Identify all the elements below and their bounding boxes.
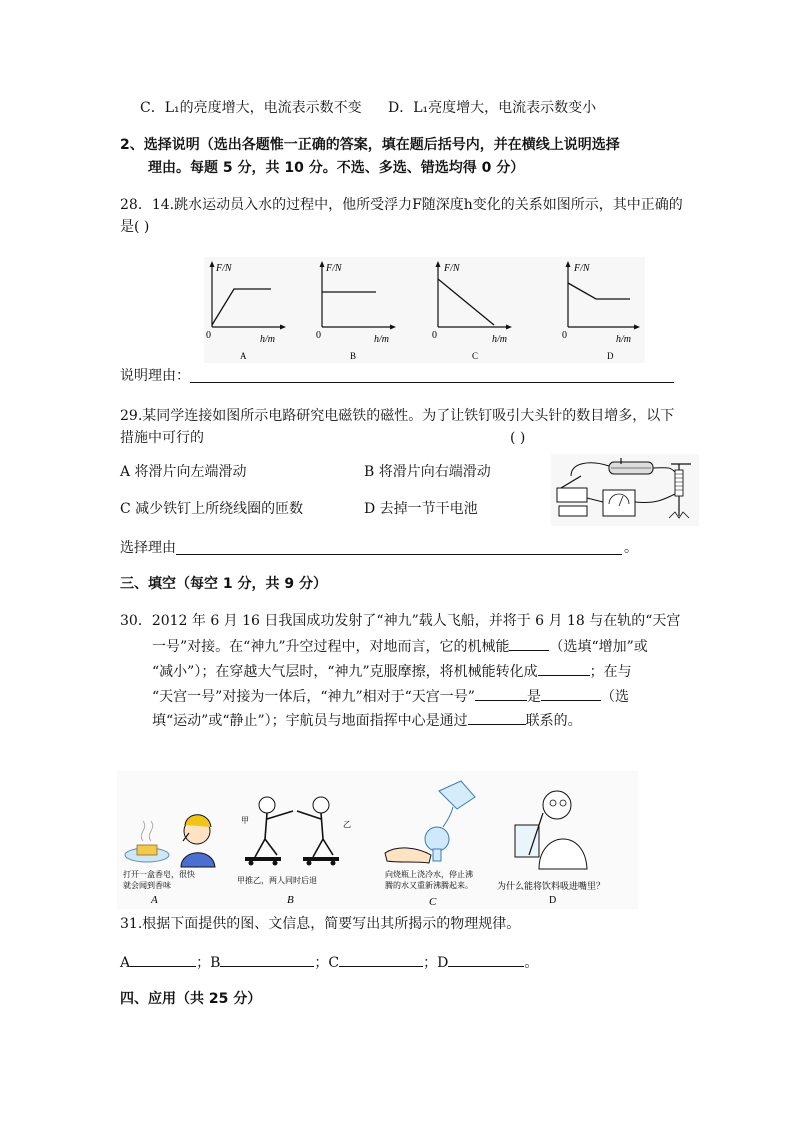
graph-a-ylabel: F/N bbox=[216, 263, 232, 274]
q30-line3-end: ；在与 bbox=[589, 664, 632, 680]
q30-line2-text: 一号”对接。在“神九”升空过程中，对地而言，它的机械能 bbox=[152, 639, 510, 655]
panel-b-label: B bbox=[287, 894, 294, 906]
q31-stem: 31.根据下面提供的图、文信息，简要写出其所揭示的物理规律。 bbox=[120, 916, 521, 932]
panel-a-caption-2: 就会闻到香味 bbox=[123, 881, 171, 890]
q29-option-c: C 减少铁钉上所绕线圈的匝数 bbox=[120, 501, 304, 517]
graph-d bbox=[562, 261, 640, 361]
q31-label-a: A bbox=[120, 955, 131, 971]
panel-c-label: C bbox=[429, 896, 437, 908]
q29-option-b: B 将滑片向右端滑动 bbox=[364, 464, 491, 480]
q30-blank-2[interactable] bbox=[538, 661, 590, 676]
q28-reason-label: 说明理由： bbox=[120, 368, 190, 384]
q29-circuit-figure bbox=[551, 454, 699, 526]
q29-circuit-svg bbox=[551, 454, 699, 526]
q28-graphs-svg bbox=[204, 257, 645, 363]
q29-reason-line[interactable] bbox=[176, 554, 622, 555]
panel-b-illustration bbox=[245, 797, 339, 866]
panel-b-person-yi: 乙 bbox=[343, 820, 351, 829]
q28-stem-cont: 是( ) bbox=[120, 219, 150, 235]
panel-a-caption-1: 打开一盒香皂，很快 bbox=[123, 870, 195, 879]
q30-line4 bbox=[152, 686, 629, 707]
q30-line1: 30．2012 年 6 月 16 日我国成功发射了“神九”载人飞船，并将于 6 月 18 与在轨的“天宫 bbox=[120, 613, 681, 629]
graph-c-xlabel: h/m bbox=[492, 334, 507, 345]
graph-a-label: A bbox=[240, 351, 247, 361]
q30-blank-3[interactable] bbox=[475, 686, 527, 701]
battery-box bbox=[559, 506, 587, 516]
q31-blank-a[interactable] bbox=[130, 952, 196, 967]
graph-a-origin: 0 bbox=[206, 330, 211, 341]
panel-a-label: A bbox=[151, 894, 158, 906]
graph-d-xlabel: h/m bbox=[616, 334, 631, 345]
q31-blank-b[interactable] bbox=[220, 952, 314, 967]
q30-line3 bbox=[152, 661, 632, 682]
q31-figure-strip bbox=[117, 771, 638, 909]
q30-line4-end: （选 bbox=[600, 689, 629, 705]
section3-title: 三、填空（每空 1 分，共 9 分） bbox=[120, 576, 327, 592]
q31-figure-svg bbox=[117, 771, 638, 909]
q27-option-d: D．L₁亮度增大，电流表示数变小 bbox=[388, 100, 597, 116]
graph-b-xlabel: h/m bbox=[374, 334, 389, 345]
q29-answer-bracket[interactable]: ( ) bbox=[510, 430, 526, 446]
q28-reason-line[interactable] bbox=[190, 382, 674, 383]
graph-b-origin: 0 bbox=[316, 330, 321, 341]
q31-blank-c[interactable] bbox=[339, 952, 423, 967]
graph-d-origin: 0 bbox=[562, 330, 567, 341]
graph-d-label: D bbox=[607, 351, 614, 361]
q29-option-d: D 去掉一节干电池 bbox=[364, 501, 478, 517]
q30-blank-5[interactable] bbox=[468, 710, 526, 725]
q30-line4-text: “天宫一号”对接为一体后，“神九”相对于“天宫一号” bbox=[152, 689, 475, 705]
q27-option-c: C．L₁的亮度增大，电流表示数不变 bbox=[140, 100, 362, 116]
graph-c bbox=[432, 261, 512, 361]
q30-line2-hint: （选填“增加”或 bbox=[549, 639, 648, 655]
switch-lever bbox=[561, 476, 581, 488]
graph-c-ylabel: F/N bbox=[444, 263, 460, 274]
q31-label-d: ；D bbox=[423, 955, 449, 971]
q29-stem-cont: 措施中可行的 bbox=[120, 430, 204, 446]
switch-base bbox=[557, 488, 587, 502]
q30-line5-text: 填“运动”或“静止”）；宇航员与地面指挥中心是通过 bbox=[152, 713, 468, 729]
graph-b-ylabel: F/N bbox=[326, 263, 342, 274]
graph-c-curve bbox=[438, 279, 494, 325]
section2-title: 2、选择说明（选出各题惟一正确的答案，填在题后括号内，并在横线上说明选择 bbox=[120, 137, 620, 153]
q28-stem: 28．14.跳水运动员入水的过程中，他所受浮力F随深度h变化的关系如图所示，其中正确的 bbox=[120, 197, 683, 213]
q30-blank-1[interactable] bbox=[509, 636, 549, 651]
graph-b bbox=[316, 261, 396, 361]
panel-b-caption: 甲推乙，两人同时后退 bbox=[237, 876, 317, 885]
panel-d-label: D bbox=[549, 895, 557, 906]
graph-c-origin: 0 bbox=[432, 330, 437, 341]
graph-d-curve bbox=[568, 283, 630, 299]
graph-a bbox=[206, 261, 286, 361]
graph-c-label: C bbox=[472, 351, 479, 361]
q30-line5 bbox=[152, 710, 582, 731]
q31-label-b: ；B bbox=[196, 955, 221, 971]
panel-a-illustration bbox=[125, 815, 215, 867]
q31-label-c: ；C bbox=[314, 955, 340, 971]
q30-blank-4[interactable] bbox=[541, 686, 601, 701]
section2-title-cont: 理由。每题 5 分，共 10 分。不选、多选、错选均得 0 分） bbox=[148, 160, 525, 176]
panel-b-person-jia: 甲 bbox=[241, 816, 249, 825]
q29-stem: 29.某同学连接如图所示电路研究电磁铁的磁性。为了让铁钉吸引大头针的数目增多，以下 bbox=[120, 408, 675, 424]
panel-c-caption-2: 腾的水又重新沸腾起来。 bbox=[385, 881, 473, 890]
section4-title: 四、应用（共 25 分） bbox=[120, 991, 262, 1007]
graph-a-xlabel: h/m bbox=[260, 334, 275, 345]
panel-c-illustration bbox=[385, 781, 475, 863]
q31-answers bbox=[120, 952, 538, 973]
q29-option-a: A 将滑片向左端滑动 bbox=[120, 464, 247, 480]
q30-line5-end: 联系的。 bbox=[525, 713, 582, 729]
q30-line3-text: “减小”）；在穿越大气层时，“神九”克服摩擦，将机械能转化成 bbox=[152, 664, 538, 680]
panel-d-illustration bbox=[515, 791, 587, 869]
q31-end: 。 bbox=[524, 955, 539, 971]
q30-line2 bbox=[152, 636, 648, 657]
q29-reason-end: 。 bbox=[624, 540, 638, 556]
q30-line4-shi: 是 bbox=[526, 689, 541, 705]
q31-blank-d[interactable] bbox=[448, 952, 524, 967]
q28-graphs-figure bbox=[204, 257, 645, 363]
graph-a-curve bbox=[212, 289, 271, 325]
q29-reason-label: 选择理由 bbox=[120, 540, 176, 556]
graph-d-ylabel: F/N bbox=[574, 263, 590, 274]
panel-d-caption: 为什么能将饮料吸进嘴里？ bbox=[497, 881, 606, 891]
graph-b-label: B bbox=[350, 351, 357, 361]
panel-c-caption-1: 向烧瓶上浇冷水，停止沸 bbox=[385, 870, 473, 879]
